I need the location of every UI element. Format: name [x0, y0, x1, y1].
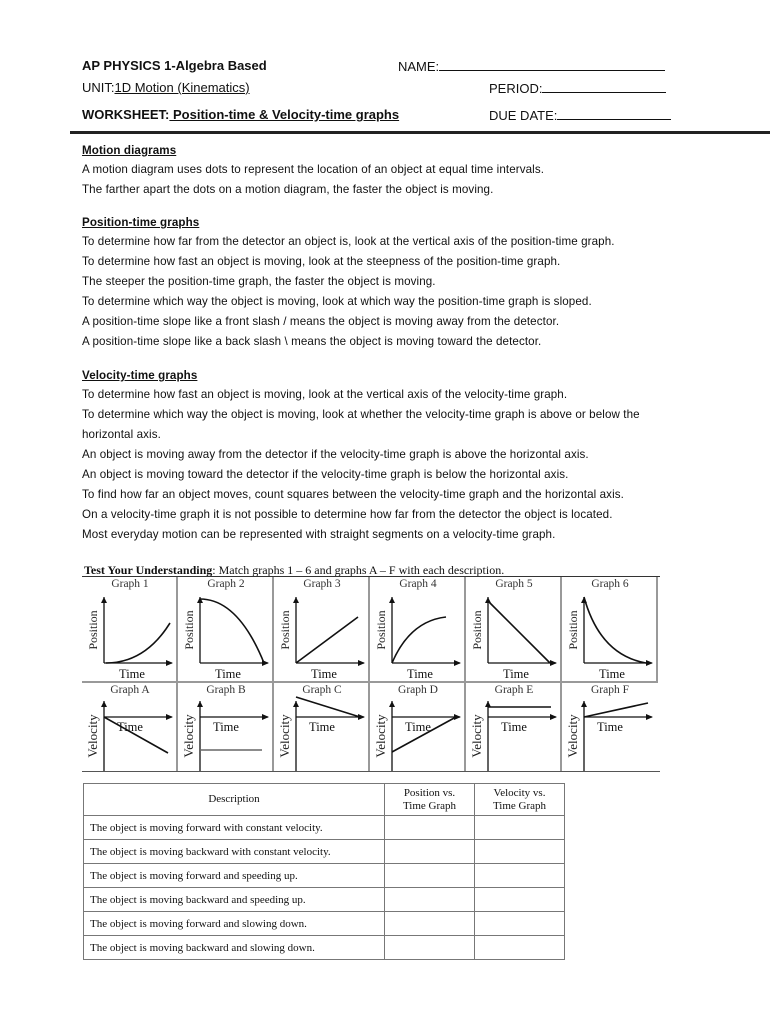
section-heading: Motion diagrams — [82, 144, 177, 157]
graph-line — [106, 623, 170, 663]
x-axis-label: Time — [213, 720, 239, 734]
x-axis-label: Time — [119, 667, 145, 681]
table-row — [84, 888, 565, 912]
row-description: The object is moving backward and slowing down. — [84, 936, 385, 960]
section-line: To determine how fast an object is moving, look at the vertical axis of the velocity-time graph. — [82, 388, 568, 401]
x-axis-label: Time — [599, 667, 625, 681]
x-axis-label: Time — [309, 720, 335, 734]
y-axis-label: Position — [182, 610, 196, 650]
header-divider — [70, 131, 770, 134]
graph-plot — [274, 683, 370, 773]
graph-line — [200, 599, 264, 663]
velocity-answer-cell[interactable] — [475, 864, 565, 888]
graph-title: Graph 6 — [591, 578, 629, 590]
period-field[interactable] — [489, 80, 666, 96]
x-axis-label: Time — [597, 720, 623, 734]
graph-axes — [392, 701, 460, 771]
due-date-label: DUE DATE: — [489, 108, 558, 123]
graph-axes — [104, 597, 172, 663]
unit-field — [82, 80, 303, 95]
unit-label: UNIT: — [82, 80, 115, 95]
velocity-answer-cell[interactable] — [475, 840, 565, 864]
section-line: To determine how far from the detector an object is, look at the vertical axis of the position-time graph. — [82, 235, 615, 248]
table-row — [84, 912, 565, 936]
section-line: On a velocity-time graph it is not possible to determine how far from the detector the object is located. — [82, 508, 613, 521]
graph-title: Graph A — [110, 684, 150, 696]
graph-axes — [584, 597, 652, 663]
due-date-blank[interactable] — [557, 107, 671, 120]
answer-table — [83, 783, 565, 960]
velocity-graph-c — [274, 681, 370, 771]
graph-grid — [82, 576, 660, 772]
period-label: PERIOD: — [489, 81, 543, 96]
header-text: Velocity vs. — [493, 786, 546, 799]
y-axis-label: Velocity — [181, 714, 196, 758]
section-line: The farther apart the dots on a motion diagram, the faster the object is moving. — [82, 183, 494, 196]
x-axis-label: Time — [503, 667, 529, 681]
velocity-graph-f — [562, 681, 658, 771]
graph-title: Graph 2 — [207, 578, 245, 590]
graph-axes — [488, 701, 556, 771]
graph-line — [584, 703, 648, 717]
section-line: horizontal axis. — [82, 428, 161, 441]
graph-title: Graph D — [398, 684, 438, 696]
graph-plot — [466, 577, 562, 681]
velocity-graph-a — [82, 681, 178, 771]
graph-plot — [562, 683, 658, 773]
section-line: A position-time slope like a back slash \ means the object is moving toward the detector. — [82, 335, 542, 348]
y-axis-label: Position — [374, 610, 388, 650]
velocity-graph-e — [466, 681, 562, 771]
graph-plot — [82, 577, 178, 681]
position-answer-cell[interactable] — [385, 840, 475, 864]
graph-axes — [296, 701, 364, 771]
graph-axes — [488, 597, 556, 663]
position-answer-cell[interactable] — [385, 816, 475, 840]
x-axis-label: Time — [117, 720, 143, 734]
graph-plot — [178, 577, 274, 681]
graph-plot — [370, 683, 466, 773]
period-blank[interactable] — [542, 80, 666, 93]
header-text: Time Graph — [492, 799, 547, 812]
graph-title: Graph B — [206, 684, 246, 696]
section-line: A motion diagram uses dots to represent the location of an object at equal time intervals. — [82, 163, 545, 176]
graph-title: Graph 5 — [495, 578, 533, 590]
y-axis-label: Velocity — [277, 714, 292, 758]
table-row — [84, 840, 565, 864]
row-description: The object is moving forward and slowing down. — [84, 912, 385, 936]
position-graph-3 — [274, 577, 370, 681]
graph-line — [584, 597, 646, 663]
graph-line — [296, 697, 360, 717]
y-axis-label: Velocity — [85, 714, 100, 758]
unit-value: 1D Motion (Kinematics) — [114, 80, 250, 95]
graph-title: Graph 3 — [303, 578, 341, 590]
axis-arrow-icon — [389, 597, 461, 666]
row-description: The object is moving forward with constant velocity. — [84, 816, 385, 840]
worksheet-value: Position-time & Velocity-time graphs — [169, 107, 400, 122]
position-graph-2 — [178, 577, 274, 681]
header-velocity-graph — [475, 784, 565, 816]
header-description: Description — [84, 784, 385, 816]
graph-plot — [562, 577, 658, 681]
graph-line — [392, 617, 446, 663]
axis-arrow-icon — [293, 597, 365, 666]
row-description: The object is moving backward and speeding up. — [84, 888, 385, 912]
section-heading: Velocity-time graphs — [82, 369, 198, 382]
position-graph-5 — [466, 577, 562, 681]
graph-title: Graph 4 — [399, 578, 437, 590]
graph-axes — [392, 597, 460, 663]
worksheet-label: WORKSHEET: — [82, 107, 170, 122]
section-line: To determine how fast an object is moving, look at the steepness of the position-time graph. — [82, 255, 561, 268]
graph-axes — [584, 701, 652, 771]
position-graph-1 — [82, 577, 178, 681]
position-answer-cell[interactable] — [385, 864, 475, 888]
section-line: A position-time slope like a front slash / means the object is moving away from the detector. — [82, 315, 560, 328]
table-row — [84, 936, 565, 960]
section-line: An object is moving away from the detector if the velocity-time graph is above the horizontal axis. — [82, 448, 589, 461]
y-axis-label: Velocity — [565, 714, 580, 758]
velocity-graph-d — [370, 681, 466, 771]
x-axis-label: Time — [407, 667, 433, 681]
graph-plot — [466, 683, 562, 773]
position-graph-4 — [370, 577, 466, 681]
header-position-graph — [385, 784, 475, 816]
section-line: To determine which way the object is moving, look at which way the position-time graph is sloped. — [82, 295, 592, 308]
due-date-field[interactable] — [489, 107, 671, 123]
graph-title: Graph C — [302, 684, 342, 696]
graph-line — [296, 617, 358, 663]
section-line: To determine which way the object is moving, look at whether the velocity-time graph is above or below the — [82, 408, 640, 421]
graph-plot — [82, 683, 178, 773]
section-line: Most everyday motion can be represented with straight segments on a velocity-time graph. — [82, 528, 556, 541]
graph-axes — [200, 701, 268, 771]
graph-line — [488, 601, 550, 663]
x-axis-label: Time — [215, 667, 241, 681]
graph-title: Graph 1 — [111, 578, 149, 590]
y-axis-label: Position — [566, 610, 580, 650]
x-axis-label: Time — [311, 667, 337, 681]
name-field[interactable] — [398, 58, 665, 74]
graph-plot — [178, 683, 274, 773]
test-instructions-text: : Match graphs 1 – 6 and graphs A – F with each description. — [212, 563, 505, 577]
name-label: NAME: — [398, 59, 440, 74]
graph-axes — [200, 597, 268, 663]
graph-title: Graph E — [494, 684, 534, 696]
y-axis-label: Velocity — [373, 714, 388, 758]
y-axis-label: Position — [86, 610, 100, 650]
axis-arrow-icon — [197, 597, 269, 666]
section-line: To find how far an object moves, count squares between the velocity-time graph and the horizontal axis. — [82, 488, 624, 501]
table-header-row — [84, 784, 565, 816]
worksheet-field — [82, 107, 399, 122]
graph-title: Graph F — [590, 684, 629, 696]
velocity-answer-cell[interactable] — [475, 912, 565, 936]
axis-arrow-icon — [581, 597, 653, 666]
row-description: The object is moving backward with constant velocity. — [84, 840, 385, 864]
y-axis-label: Velocity — [469, 714, 484, 758]
section-line: The steeper the position-time graph, the faster the object is moving. — [82, 275, 436, 288]
velocity-graph-b — [178, 681, 274, 771]
position-answer-cell[interactable] — [385, 888, 475, 912]
row-description: The object is moving forward and speeding up. — [84, 864, 385, 888]
section-line: An object is moving toward the detector if the velocity-time graph is below the horizontal axis. — [82, 468, 569, 481]
section-heading: Position-time graphs — [82, 216, 200, 229]
x-axis-label: Time — [405, 720, 431, 734]
graph-axes — [296, 597, 364, 663]
y-axis-label: Position — [278, 610, 292, 650]
table-row — [84, 864, 565, 888]
graph-plot — [370, 577, 466, 681]
position-graph-6 — [562, 577, 658, 681]
velocity-answer-cell[interactable] — [475, 816, 565, 840]
velocity-answer-cell[interactable] — [475, 936, 565, 960]
header-text: Time Graph — [402, 799, 457, 812]
x-axis-label: Time — [501, 720, 527, 734]
axis-arrow-icon — [485, 597, 557, 666]
test-title: Test Your Understanding — [84, 563, 213, 577]
graph-plot — [274, 577, 370, 681]
header-text: Position vs. — [403, 786, 456, 799]
name-blank[interactable] — [439, 58, 665, 71]
velocity-answer-cell[interactable] — [475, 888, 565, 912]
position-answer-cell[interactable] — [385, 936, 475, 960]
table-row — [84, 816, 565, 840]
position-answer-cell[interactable] — [385, 912, 475, 936]
course-title: AP PHYSICS 1-Algebra Based — [82, 58, 267, 73]
y-axis-label: Position — [470, 610, 484, 650]
